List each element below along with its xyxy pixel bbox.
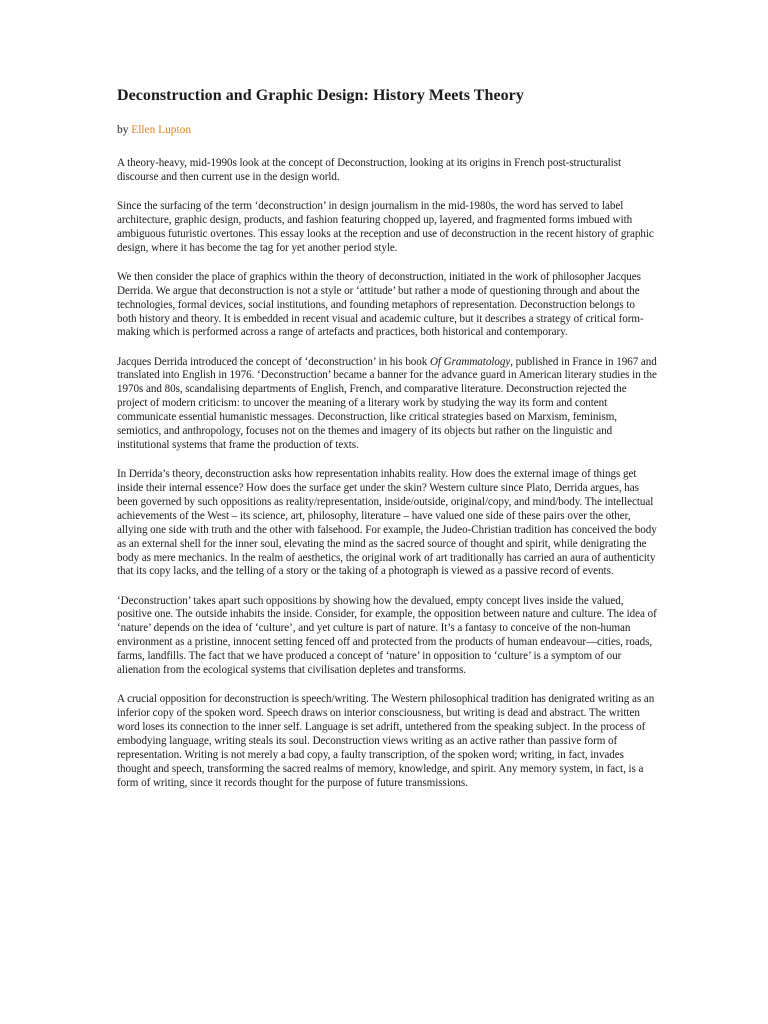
- book-title: Of Grammatology: [429, 355, 511, 368]
- byline: [117, 123, 657, 137]
- paragraph-representation: In Derrida’s theory, deconstruction asks how representation inhabits reality. How does the external image of things get inside their internal essence? How does the surface get under the skin? Western culture since Plato, Derrida argues, has been governed by such oppositions as reality/representation, inside/outside, original/copy, and mind/body. The intellectual achievements of the West – its science, art, philosophy, literature – have valued one side of these pairs over the other, allying one side with truth and the other with falsehood. For example, the Judeo-Christian tradition has conceived the body as an external shell for the inner soul, elevating the mind as the sacred source of thought and spirit, while denigrating the body as mere mechanics. In the realm of aesthetics, the original work of art traditionally has carried an aura of authenticity that its copy lacks, and the telling of a story or the taking of a photograph is viewed as a passive record of events.: [117, 468, 657, 578]
- article: [117, 86, 657, 806]
- author-link[interactable]: Ellen Lupton: [131, 124, 192, 136]
- paragraph-text: Jacques Derrida introduced the concept of ‘deconstruction’ in his book: [117, 355, 430, 368]
- paragraph-graphics-theory: We then consider the place of graphics within the theory of deconstruction, initiated in the work of philosopher Jacques Derrida. We argue that deconstruction is not a style or ‘attitude’ but rather a mode of questioning through and about the technologies, formal devices, social institutions, and founding metaphors of representation. Deconstruction belongs to both history and theory. It is embedded in recent visual and academic culture, but it describes a strategy of critical form-making which is performed across a range of artefacts and practices, both historical and contemporary.: [117, 270, 644, 339]
- paragraph-derrida-concept: [117, 356, 657, 453]
- paragraph-intro: A theory-heavy, mid-1990s look at the concept of Deconstruction, looking at its origins in French post-structuralist discourse and then current use in the design world.: [117, 157, 622, 183]
- byline-prefix: by: [117, 124, 129, 136]
- article-title: Deconstruction and Graphic Design: History Meets Theory: [117, 87, 524, 104]
- paragraph-text: , published in France in 1967 and translated into English in 1976. ‘Deconstruction’ became a banner for the advance guard in American literary studies in the 1970s and 80s, scandalising departments of English, French, and comparative literature. Deconstruction rejected the project of modern criticism: to uncover the meaning of a literary work by studying the way its form and content communicate essential humanistic messages. Deconstruction, like critical strategies based on Marxism, feminism, semiotics, and anthropology, focuses not on the themes and imagery of its objects but rather on the linguistic and institutional systems that frame the production of texts.: [117, 355, 657, 451]
- paragraph-deconstruction-term: Since the surfacing of the term ‘deconstruction’ in design journalism in the mid-1980s, the word has served to label architecture, graphic design, products, and fashion featuring chopped up, layered, and fragmented forms imbued with ambiguous futuristic overtones. This essay looks at the reception and use of deconstruction in the recent history of graphic design, where it has become the tag for yet another period style.: [117, 200, 654, 254]
- paragraph-speech-writing: A crucial opposition for deconstruction is speech/writing. The Western philosophical tradition has denigrated writing as an inferior copy of the spoken word. Speech draws on interior consciousness, but writing is dead and abstract. The written word loses its connection to the inner self. Language is set adrift, untethered from the speaking subject. In the process of embodying language, writing steals its soul. Deconstruction views writing as an active rather than passive form of representation. Writing is not merely a bad copy, a faulty transcription, of the spoken word; writing, in fact, invades thought and speech, transforming the sacred realms of memory, knowledge, and spirit. Any memory system, in fact, is a form of writing, since it records thought for the purpose of future transmissions.: [117, 693, 655, 789]
- paragraph-oppositions: ‘Deconstruction’ takes apart such oppositions by showing how the devalued, empty concept lives inside the valued, positive one. The outside inhabits the inside. Consider, for example, the opposition between nature and culture. The idea of ‘nature’ depends on the idea of ‘culture’, and yet culture is part of nature. It’s a fantasy to conceive of the non-human environment as a pristine, innocent setting fenced off and protected from the products of human endeavour—cities, roads, farms, landfills. The fact that we have produced a concept of ‘nature’ in opposition to ‘culture’ is a symptom of our alienation from the ecological systems that civilisation depletes and transforms.: [117, 594, 657, 677]
